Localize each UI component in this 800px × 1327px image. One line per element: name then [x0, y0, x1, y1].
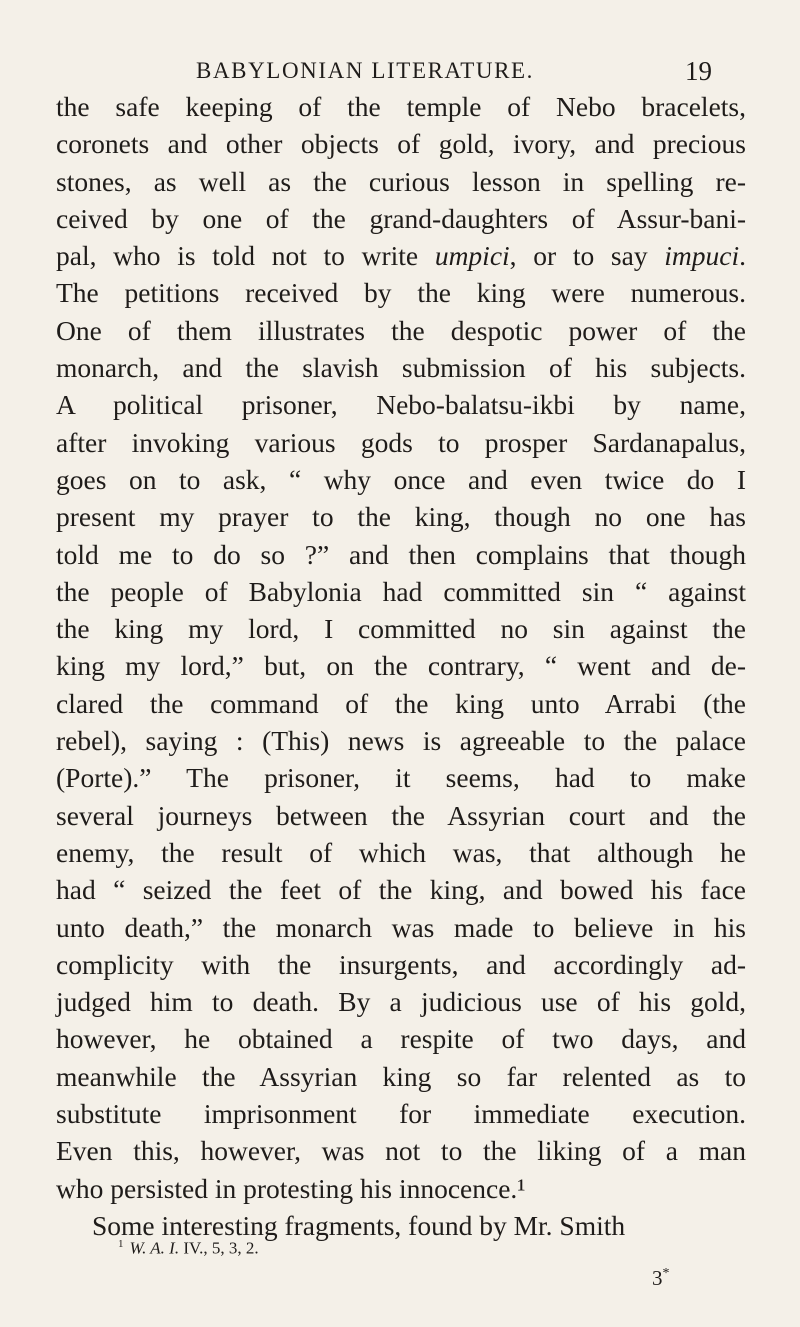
text-fragment: , or to say — [509, 240, 665, 272]
italic-word: umpici — [434, 240, 510, 272]
text-line: enemy, the result of which was, that although he — [56, 836, 746, 868]
footnote — [118, 1238, 259, 1259]
text-line: meanwhile the Assyrian king so far relented as to — [56, 1060, 746, 1092]
text-line: had “ seized the feet of the king, and bowed his face — [56, 874, 746, 906]
running-head — [0, 58, 800, 88]
running-title: BABYLONIAN LITERATURE. — [196, 58, 535, 83]
text-line: judged him to death. By a judicious use of his gold, — [56, 986, 746, 1018]
text-line: the safe keeping of the temple of Nebo bracelets, — [56, 91, 746, 122]
signature-star: * — [662, 1266, 670, 1281]
footnote-reference: IV., 5, 3, 2. — [179, 1238, 259, 1258]
text-line: after invoking various gods to prosper Sardanapalus, — [56, 426, 746, 458]
text-line: present my prayer to the king, though no one has — [56, 501, 746, 533]
text-line: monarch, and the slavish submission of his subjects. — [56, 352, 746, 384]
text-line: king my lord,” but, on the contrary, “ went and de- — [56, 650, 746, 682]
italic-word: impuci — [664, 240, 740, 272]
text-line: stones, as well as the curious lesson in spelling re- — [56, 165, 746, 197]
text-line: One of them illustrates the despotic power of the — [56, 314, 746, 346]
text-line: Even this, however, was not to the liking of a man — [56, 1135, 746, 1167]
text-line: The petitions received by the king were numerous. — [56, 277, 746, 309]
text-line: clared the command of the king unto Arrabi (the — [56, 687, 746, 719]
text-line: coronets and other objects of gold, ivory, and precious — [56, 128, 746, 160]
text-fragment: . — [739, 240, 746, 272]
text-line: complicity with the insurgents, and accordingly ad- — [56, 948, 746, 980]
signature-mark — [652, 1266, 670, 1291]
text-line: told me to do so ?” and then complains that though — [56, 538, 746, 570]
text-line: (Porte).” The prisoner, it seems, had to make — [56, 762, 746, 794]
text-line-with-italics — [56, 237, 746, 274]
body-text — [56, 88, 746, 1244]
text-line: who persisted in protesting his innocence.¹ — [56, 1172, 526, 1204]
text-line: several journeys between the Assyrian court and the — [56, 799, 746, 831]
paragraph-start-line: Some interesting fragments, found by Mr. Smith — [92, 1209, 626, 1241]
text-line: however, he obtained a respite of two days, and — [56, 1023, 746, 1055]
text-line: substitute imprisonment for immediate execution. — [56, 1098, 746, 1130]
text-line: rebel), saying : (This) news is agreeable to the palace — [56, 725, 746, 757]
footnote-abbreviation: W. A. I. — [129, 1238, 180, 1258]
text-line: the king my lord, I committed no sin against the — [56, 613, 746, 645]
footnote-marker: 1 — [118, 1238, 124, 1250]
text-line: the people of Babylonia had committed sin “ against — [56, 575, 746, 607]
text-line: unto death,” the monarch was made to believe in his — [56, 911, 746, 943]
text-line: ceived by one of the grand-daughters of Assur-bani- — [56, 202, 746, 234]
text-line: A political prisoner, Nebo-balatsu-ikbi by name, — [56, 389, 746, 421]
signature-number: 3 — [652, 1266, 663, 1290]
page-number: 19 — [685, 56, 712, 86]
text-line: goes on to ask, “ why once and even twice do I — [56, 463, 746, 495]
text-fragment: pal, who is told not to write — [56, 240, 435, 272]
